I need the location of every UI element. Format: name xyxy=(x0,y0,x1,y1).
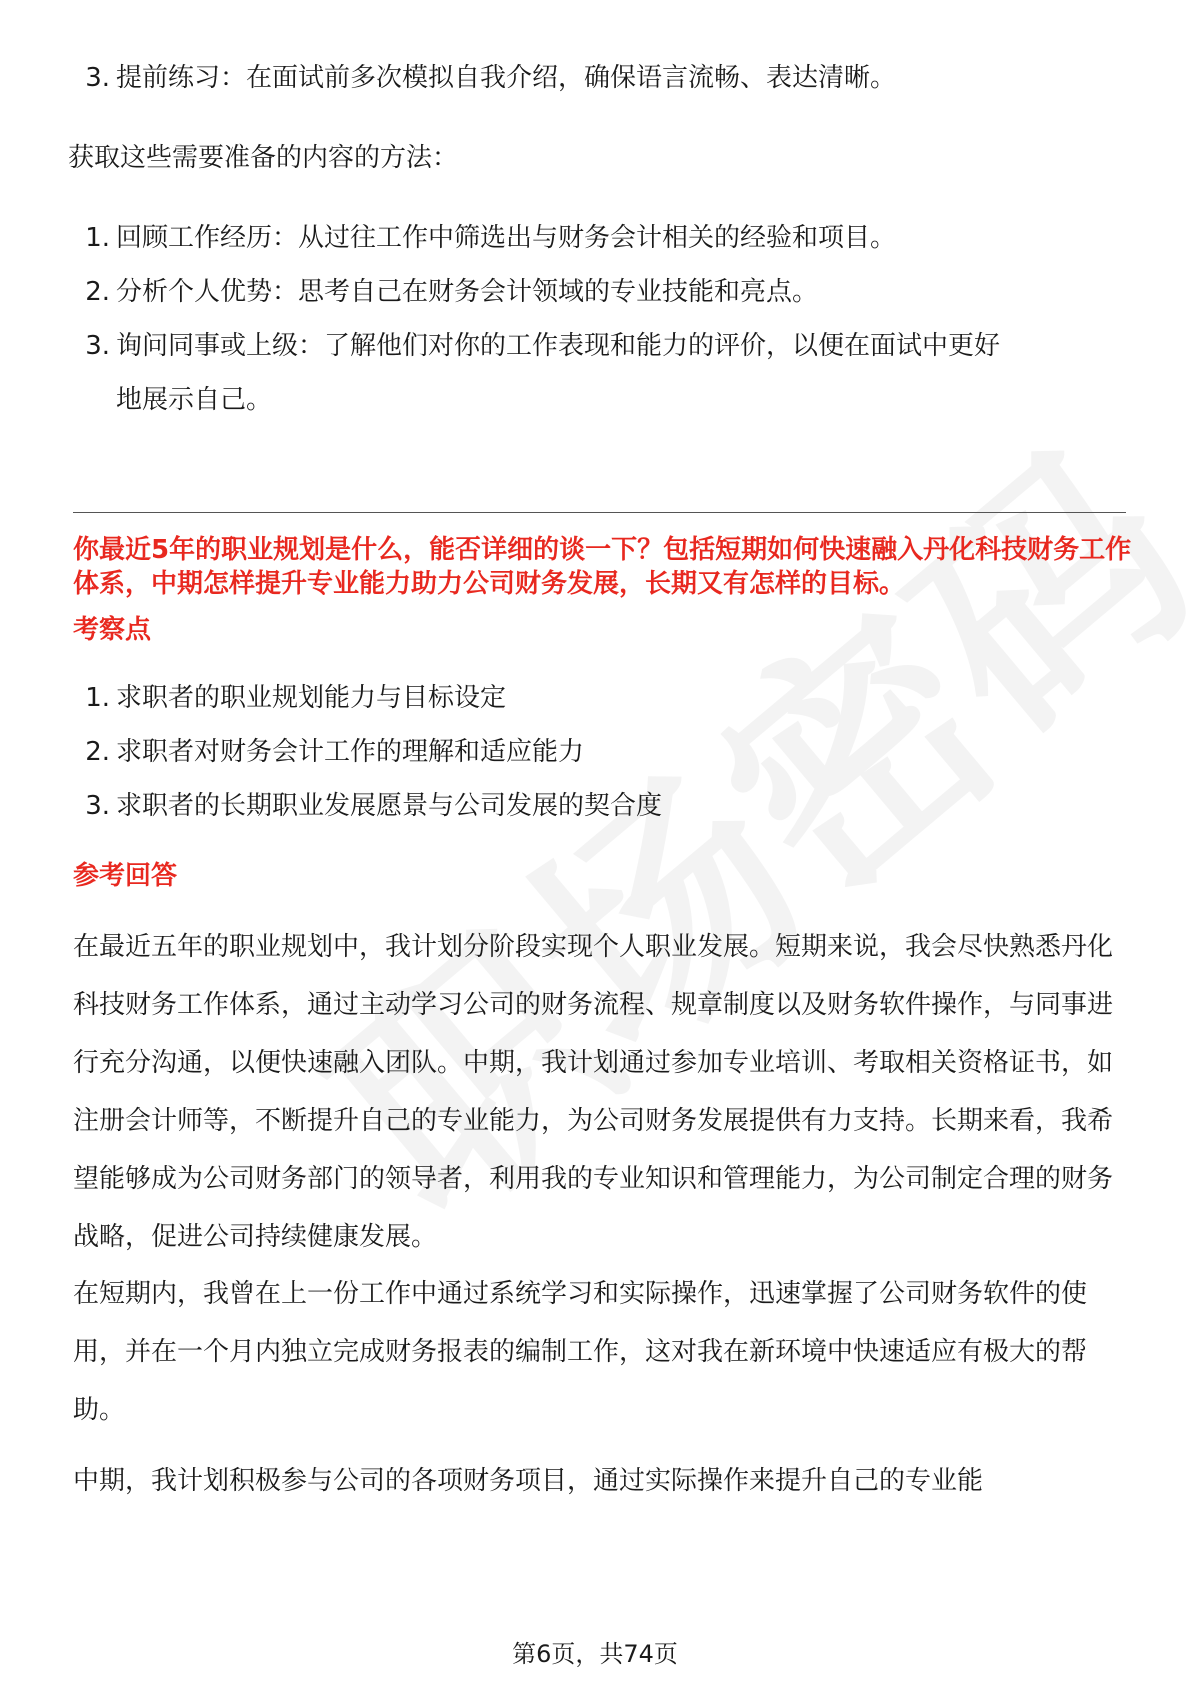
list-number: 3. xyxy=(85,63,110,93)
list-item-text: 分析个人优势：思考自己在财务会计领域的专业技能和亮点。 xyxy=(116,277,819,307)
list-number: 3. xyxy=(85,791,110,821)
answer-paragraph: 中期，我计划积极参与公司的各项财务项目，通过实际操作来提升自己的专业能 xyxy=(73,1466,984,1496)
key-points-heading: 考察点 xyxy=(73,615,152,645)
page-footer: 第6页，共74页 xyxy=(512,1640,678,1668)
answer-paragraph: 在最近五年的职业规划中，我计划分阶段实现个人职业发展。短期来说，我会尽快熟悉丹化科技财务工作体系，通过主动学习公司的财务流程、规章制度以及财务软件操作，与同事进行充分沟通，以便快速融入团队。中期，我计划通过参加专业培训、考取相关资格证书，如注册会计师等，不断提升自己的专业能力，为公司财务发展提供有力支持。长期来看，我希望能够成为公司财务部门的领导者，利用我的专业知识和管理能力，为公司制定合理的财务战略，促进公司持续健康发展。 xyxy=(73,932,1114,1252)
section-divider xyxy=(73,512,1126,513)
key-point-text: 求职者的职业规划能力与目标设定 xyxy=(116,683,507,713)
list-number: 3. xyxy=(85,331,110,361)
methods-intro: 获取这些需要准备的内容的方法： xyxy=(68,143,459,173)
list-number: 2. xyxy=(85,737,110,767)
key-point-text: 求职者对财务会计工作的理解和适应能力 xyxy=(116,737,585,767)
answer-heading: 参考回答 xyxy=(73,861,178,891)
list-item-text: 回顾工作经历：从过往工作中筛选出与财务会计相关的经验和项目。 xyxy=(116,223,897,253)
list-number: 1. xyxy=(85,683,110,713)
list-item-text: 提前练习：在面试前多次模拟自我介绍，确保语言流畅、表达清晰。 xyxy=(116,63,897,93)
list-item-text-line: 询问同事或上级：了解他们对你的工作表现和能力的评价，以便在面试中更好 xyxy=(116,331,1001,361)
interview-question: 你最近5年的职业规划是什么，能否详细的谈一下？包括短期如何快速融入丹化科技财务工作体系，中期怎样提升专业能力助力公司财务发展，长期又有怎样的目标。 xyxy=(73,535,1132,599)
list-number: 1. xyxy=(85,223,110,253)
list-number: 2. xyxy=(85,277,110,307)
key-point-text: 求职者的长期职业发展愿景与公司发展的契合度 xyxy=(116,791,663,821)
answer-paragraph: 在短期内，我曾在上一份工作中通过系统学习和实际操作，迅速掌握了公司财务软件的使用，并在一个月内独立完成财务报表的编制工作，这对我在新环境中快速适应有极大的帮助。 xyxy=(73,1279,1088,1425)
list-item-text-line: 地展示自己。 xyxy=(116,385,273,415)
